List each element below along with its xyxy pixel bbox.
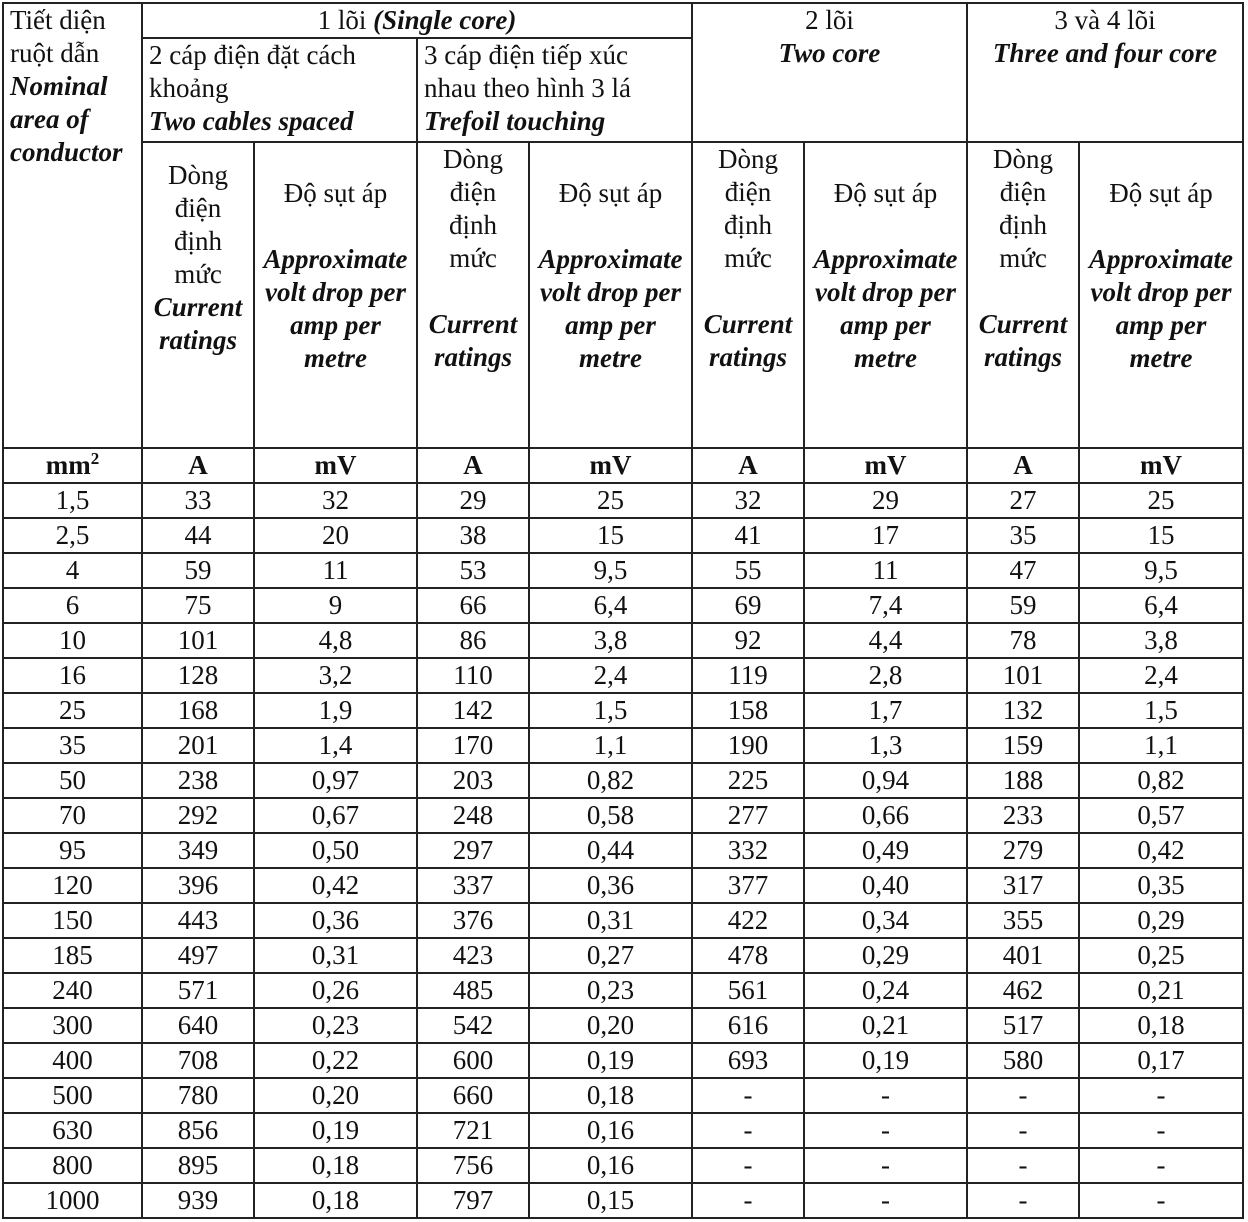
table-row (3, 833, 1243, 868)
table-cell: 86 (417, 623, 529, 658)
conductor-area-cell: 70 (3, 798, 142, 833)
table-cell: 0,36 (529, 868, 692, 903)
table-cell: 0,29 (1079, 903, 1243, 938)
volt-drop-en: Approximate volt drop per amp per metre (538, 244, 683, 373)
current-rating-header (692, 142, 804, 448)
conductor-area-cell: 150 (3, 903, 142, 938)
conductor-area-cell: 300 (3, 1008, 142, 1043)
table-cell: 616 (692, 1008, 804, 1043)
table-cell: 55 (692, 553, 804, 588)
table-cell: 1,4 (254, 728, 417, 763)
table-cell: 0,24 (804, 973, 967, 1008)
table-cell: 0,18 (529, 1078, 692, 1113)
table-cell: 0,67 (254, 798, 417, 833)
conductor-header-en: Nominal area of conductor (10, 71, 123, 167)
table-cell: 6,4 (1079, 588, 1243, 623)
table-cell: 0,19 (254, 1113, 417, 1148)
table-cell: 561 (692, 973, 804, 1008)
conductor-area-cell: 500 (3, 1078, 142, 1113)
table-cell: - (1079, 1148, 1243, 1183)
two-cables-spaced-en: Two cables spaced (149, 106, 354, 136)
table-cell: 101 (142, 623, 254, 658)
table-row (3, 518, 1243, 553)
table-row (3, 763, 1243, 798)
table-cell: 11 (254, 553, 417, 588)
table-cell: 4,4 (804, 623, 967, 658)
table-cell: 0,58 (529, 798, 692, 833)
table-cell: 38 (417, 518, 529, 553)
current-rating-en: Current ratings (978, 309, 1068, 372)
table-cell: - (804, 1113, 967, 1148)
volt-drop-header (804, 142, 967, 448)
table-row (3, 798, 1243, 833)
table-cell: 721 (417, 1113, 529, 1148)
table-cell: 462 (967, 973, 1079, 1008)
table-cell: 78 (967, 623, 1079, 658)
table-cell: 170 (417, 728, 529, 763)
table-cell: 238 (142, 763, 254, 798)
table-cell: 20 (254, 518, 417, 553)
table-cell: 225 (692, 763, 804, 798)
table-cell: 7,4 (804, 588, 967, 623)
table-cell: 0,27 (529, 938, 692, 973)
two-cables-spaced-header (142, 38, 417, 142)
three-four-core-vi: 3 và 4 lõi (1054, 5, 1156, 35)
table-row (3, 553, 1243, 588)
table-cell: 11 (804, 553, 967, 588)
table-cell: 277 (692, 798, 804, 833)
table-cell: 32 (692, 483, 804, 518)
table-cell: 0,25 (1079, 938, 1243, 973)
table-cell: 248 (417, 798, 529, 833)
table-cell: 317 (967, 868, 1079, 903)
table-cell: 27 (967, 483, 1079, 518)
conductor-area-cell: 16 (3, 658, 142, 693)
table-row (3, 1183, 1243, 1218)
table-cell: 190 (692, 728, 804, 763)
two-core-vi: 2 lõi (805, 5, 854, 35)
table-cell: 0,21 (1079, 973, 1243, 1008)
table-row (3, 588, 1243, 623)
current-rating-vi: Dòng điện định mức (993, 144, 1054, 273)
volt-drop-vi: Độ sụt áp (283, 178, 388, 208)
table-row (3, 693, 1243, 728)
table-cell: 0,16 (529, 1113, 692, 1148)
three-four-core-en: Three and four core (992, 38, 1218, 68)
current-rating-en: Current ratings (153, 292, 243, 355)
table-row (3, 728, 1243, 763)
table-cell: 203 (417, 763, 529, 798)
table-cell: 1,3 (804, 728, 967, 763)
table-cell: 0,34 (804, 903, 967, 938)
cable-rating-table (2, 2, 1244, 1219)
conductor-area-cell: 6 (3, 588, 142, 623)
single-core-en: (Single core) (373, 5, 517, 35)
table-cell: 0,17 (1079, 1043, 1243, 1078)
table-row (3, 658, 1243, 693)
conductor-area-cell: 400 (3, 1043, 142, 1078)
table-cell: 47 (967, 553, 1079, 588)
table-row (3, 1148, 1243, 1183)
table-body (3, 483, 1243, 1218)
table-cell: 142 (417, 693, 529, 728)
volt-drop-en: Approximate volt drop per amp per metre (263, 244, 408, 373)
table-cell: 797 (417, 1183, 529, 1218)
table-cell: 1,7 (804, 693, 967, 728)
current-rating-vi: Dòng điện định mức (168, 160, 228, 289)
table-cell: 158 (692, 693, 804, 728)
conductor-area-cell: 120 (3, 868, 142, 903)
table-cell: 0,18 (254, 1148, 417, 1183)
conductor-area-cell: 4 (3, 553, 142, 588)
table-cell: 9,5 (529, 553, 692, 588)
table-cell: 279 (967, 833, 1079, 868)
table-cell: 856 (142, 1113, 254, 1148)
table-cell: 132 (967, 693, 1079, 728)
table-cell: 780 (142, 1078, 254, 1113)
volt-drop-vi: Độ sụt áp (833, 178, 938, 208)
table-cell: 349 (142, 833, 254, 868)
table-cell: 376 (417, 903, 529, 938)
table-cell: 542 (417, 1008, 529, 1043)
table-row (3, 973, 1243, 1008)
table-cell: 4,8 (254, 623, 417, 658)
table-cell: 53 (417, 553, 529, 588)
table-cell: 0,18 (254, 1183, 417, 1218)
table-cell: - (804, 1078, 967, 1113)
table-cell: 517 (967, 1008, 1079, 1043)
table-cell: 0,35 (1079, 868, 1243, 903)
table-cell: - (967, 1148, 1079, 1183)
table-cell: 337 (417, 868, 529, 903)
table-row (3, 868, 1243, 903)
table-cell: 25 (529, 483, 692, 518)
table-cell: 640 (142, 1008, 254, 1043)
table-cell: 423 (417, 938, 529, 973)
conductor-area-cell: 25 (3, 693, 142, 728)
unit-cell: A (417, 448, 529, 483)
table-cell: 297 (417, 833, 529, 868)
single-core-header (142, 3, 692, 38)
table-cell: 0,19 (529, 1043, 692, 1078)
table-cell: 1,5 (1079, 693, 1243, 728)
table-cell: 0,20 (529, 1008, 692, 1043)
table-cell: 0,49 (804, 833, 967, 868)
table-cell: 396 (142, 868, 254, 903)
table-cell: 2,8 (804, 658, 967, 693)
table-cell: - (1079, 1183, 1243, 1218)
table-cell: - (804, 1183, 967, 1218)
table-cell: 0,82 (529, 763, 692, 798)
table-cell: 0,50 (254, 833, 417, 868)
table-cell: 0,42 (1079, 833, 1243, 868)
current-rating-header (142, 142, 254, 448)
table-cell: 0,36 (254, 903, 417, 938)
table-cell: - (967, 1113, 1079, 1148)
units-row (3, 448, 1243, 483)
table-cell: 0,20 (254, 1078, 417, 1113)
volt-drop-header (529, 142, 692, 448)
table-cell: - (1079, 1113, 1243, 1148)
table-cell: 6,4 (529, 588, 692, 623)
table-cell: 0,82 (1079, 763, 1243, 798)
table-row (3, 1043, 1243, 1078)
table-cell: 29 (804, 483, 967, 518)
table-cell: 0,23 (254, 1008, 417, 1043)
table-cell: 0,94 (804, 763, 967, 798)
table-cell: 233 (967, 798, 1079, 833)
volt-drop-en: Approximate volt drop per amp per metre (1089, 244, 1234, 373)
table-cell: 44 (142, 518, 254, 553)
table-cell: 1,9 (254, 693, 417, 728)
unit-cell: A (142, 448, 254, 483)
volt-drop-vi: Độ sụt áp (558, 178, 663, 208)
conductor-area-header (3, 3, 142, 448)
table-cell: - (692, 1078, 804, 1113)
table-cell: - (692, 1113, 804, 1148)
table-cell: 377 (692, 868, 804, 903)
table-cell: 168 (142, 693, 254, 728)
table-cell: 0,29 (804, 938, 967, 973)
table-cell: 9,5 (1079, 553, 1243, 588)
table-row (3, 483, 1243, 518)
table-cell: 0,97 (254, 763, 417, 798)
unit-cell: mV (804, 448, 967, 483)
conductor-header-vi: Tiết diện ruột dẫn (10, 5, 106, 68)
table-cell: - (967, 1078, 1079, 1113)
table-cell: 580 (967, 1043, 1079, 1078)
table-cell: 1,1 (529, 728, 692, 763)
conductor-area-cell: 1,5 (3, 483, 142, 518)
current-rating-vi: Dòng điện định mức (718, 144, 778, 273)
table-cell: 201 (142, 728, 254, 763)
trefoil-touching-header (417, 38, 692, 142)
table-cell: 0,26 (254, 973, 417, 1008)
table-cell: 2,4 (529, 658, 692, 693)
conductor-area-cell: 630 (3, 1113, 142, 1148)
table-cell: 0,15 (529, 1183, 692, 1218)
table-cell: 32 (254, 483, 417, 518)
table-cell: 708 (142, 1043, 254, 1078)
table-cell: 401 (967, 938, 1079, 973)
table-cell: 3,8 (1079, 623, 1243, 658)
table-cell: 35 (967, 518, 1079, 553)
table-cell: 29 (417, 483, 529, 518)
table-cell: 485 (417, 973, 529, 1008)
table-cell: 128 (142, 658, 254, 693)
volt-drop-header (254, 142, 417, 448)
table-cell: 66 (417, 588, 529, 623)
table-cell: 0,40 (804, 868, 967, 903)
table-row (3, 623, 1243, 658)
table-row (3, 1113, 1243, 1148)
unit-cell: A (692, 448, 804, 483)
single-core-vi: 1 lõi (317, 5, 367, 35)
table-cell: 159 (967, 728, 1079, 763)
table-cell: 895 (142, 1148, 254, 1183)
table-cell: 600 (417, 1043, 529, 1078)
table-cell: 0,31 (529, 903, 692, 938)
table-cell: 69 (692, 588, 804, 623)
table-cell: - (692, 1183, 804, 1218)
three-four-core-header (967, 3, 1243, 142)
table-cell: 332 (692, 833, 804, 868)
table-cell: 497 (142, 938, 254, 973)
volt-drop-vi: Độ sụt áp (1109, 178, 1213, 208)
table-cell: 292 (142, 798, 254, 833)
table-cell: 355 (967, 903, 1079, 938)
table-row (3, 938, 1243, 973)
table-cell: 0,23 (529, 973, 692, 1008)
current-rating-header (417, 142, 529, 448)
two-core-en: Two core (778, 38, 881, 68)
table-cell: 188 (967, 763, 1079, 798)
table-cell: 0,19 (804, 1043, 967, 1078)
unit-cell: A (967, 448, 1079, 483)
table-cell: 571 (142, 973, 254, 1008)
table-cell: 9 (254, 588, 417, 623)
table-cell: 25 (1079, 483, 1243, 518)
table-cell: 92 (692, 623, 804, 658)
table-cell: 0,31 (254, 938, 417, 973)
table-cell: 41 (692, 518, 804, 553)
table-cell: 17 (804, 518, 967, 553)
conductor-area-cell: 185 (3, 938, 142, 973)
table-cell: 101 (967, 658, 1079, 693)
table-cell: 1,1 (1079, 728, 1243, 763)
two-core-header (692, 3, 967, 142)
current-rating-en: Current ratings (703, 309, 793, 372)
current-rating-en: Current ratings (428, 309, 518, 372)
unit-cell: $mm^2$ (3, 448, 142, 483)
conductor-area-cell: 10 (3, 623, 142, 658)
trefoil-touching-en: Trefoil touching (424, 106, 606, 136)
conductor-area-cell: 50 (3, 763, 142, 798)
table-cell: 0,44 (529, 833, 692, 868)
table-cell: 59 (142, 553, 254, 588)
table-cell: 59 (967, 588, 1079, 623)
table-row (3, 1078, 1243, 1113)
table-cell: - (1079, 1078, 1243, 1113)
table-cell: 75 (142, 588, 254, 623)
table-cell: 0,21 (804, 1008, 967, 1043)
table-row (3, 1008, 1243, 1043)
table-cell: 0,18 (1079, 1008, 1243, 1043)
table-cell: - (804, 1148, 967, 1183)
unit-cell: mV (529, 448, 692, 483)
table-cell: 110 (417, 658, 529, 693)
table-cell: 0,66 (804, 798, 967, 833)
trefoil-touching-vi: 3 cáp điện tiếp xúc nhau theo hình 3 lá (424, 40, 631, 103)
table-cell: 33 (142, 483, 254, 518)
unit-cell: mV (1079, 448, 1243, 483)
table-cell: 2,4 (1079, 658, 1243, 693)
volt-drop-header (1079, 142, 1243, 448)
table-cell: 422 (692, 903, 804, 938)
conductor-area-cell: 2,5 (3, 518, 142, 553)
table-cell: 0,42 (254, 868, 417, 903)
unit-area: mm (45, 450, 91, 480)
table-cell: - (967, 1183, 1079, 1218)
table-cell: 119 (692, 658, 804, 693)
table-cell: 756 (417, 1148, 529, 1183)
table-cell: 939 (142, 1183, 254, 1218)
conductor-area-cell: 800 (3, 1148, 142, 1183)
table-row (3, 903, 1243, 938)
table-cell: 0,57 (1079, 798, 1243, 833)
conductor-area-cell: 95 (3, 833, 142, 868)
table-cell: 15 (1079, 518, 1243, 553)
current-rating-header (967, 142, 1079, 448)
volt-drop-en: Approximate volt drop per amp per metre (813, 244, 958, 373)
conductor-area-cell: 240 (3, 973, 142, 1008)
table-cell: 0,22 (254, 1043, 417, 1078)
table-cell: 3,2 (254, 658, 417, 693)
two-cables-spaced-vi: 2 cáp điện đặt cách khoảng (149, 40, 356, 103)
table-cell: 1,5 (529, 693, 692, 728)
table-cell: 0,16 (529, 1148, 692, 1183)
table-cell: - (692, 1148, 804, 1183)
conductor-area-cell: 1000 (3, 1183, 142, 1218)
table-cell: 3,8 (529, 623, 692, 658)
table-cell: 15 (529, 518, 692, 553)
current-rating-vi: Dòng điện định mức (443, 144, 503, 273)
table-cell: 478 (692, 938, 804, 973)
table-cell: 693 (692, 1043, 804, 1078)
table-cell: 660 (417, 1078, 529, 1113)
table-cell: 443 (142, 903, 254, 938)
unit-cell: mV (254, 448, 417, 483)
conductor-area-cell: 35 (3, 728, 142, 763)
